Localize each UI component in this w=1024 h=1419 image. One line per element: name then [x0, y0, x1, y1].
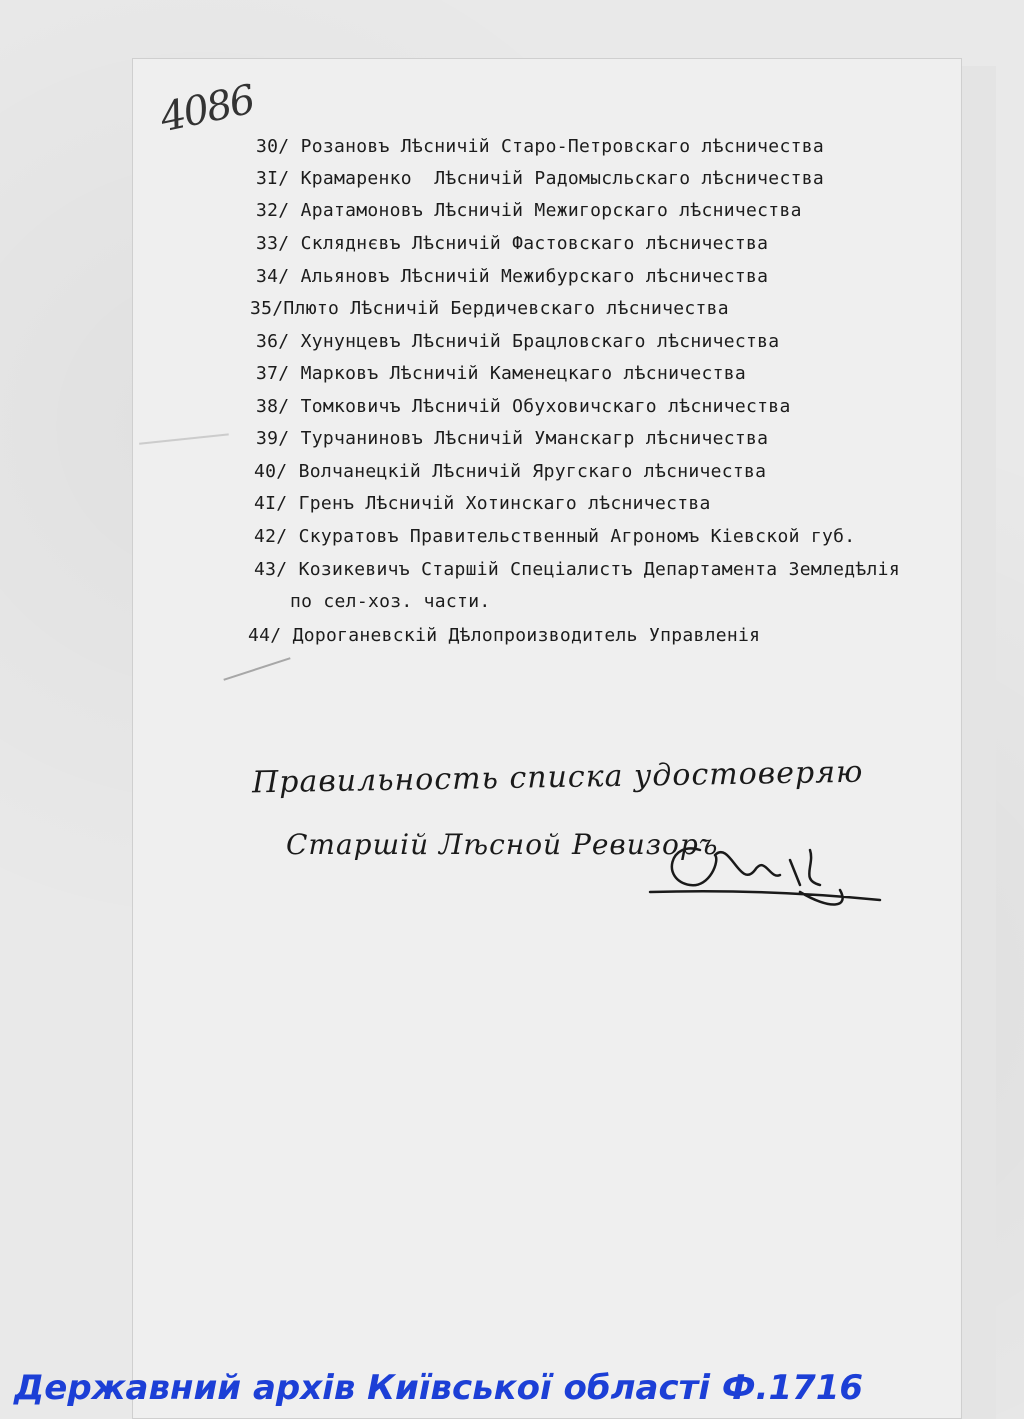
- list-item: 38/ Томковичъ Лѣсничій Обуховичскаго лѣсничества: [256, 396, 791, 417]
- list-item-continuation: по сел-хоз. части.: [290, 591, 491, 612]
- signatory-title: Старшій Лѣсной Ревизоръ: [286, 828, 719, 861]
- document-sheet: [132, 58, 962, 1419]
- archive-caption: Державний архів Київської області Ф.1716: [14, 1368, 864, 1408]
- list-item: 37/ Марковъ Лѣсничій Каменецкаго лѣсничества: [256, 363, 747, 384]
- list-item: 39/ Турчаниновъ Лѣсничій Уманскагр лѣсничества: [256, 428, 769, 449]
- list-item: 3I/ Крамаренко Лѣсничій Радомысльскаго лѣсничества: [256, 168, 824, 189]
- list-item: 44/ Дороганевскій Дѣлопроизводитель Управленія: [248, 625, 761, 646]
- list-item: 30/ Розановъ Лѣсничій Старо-Петровскаго лѣсничества: [256, 136, 824, 157]
- certification-line: Правильность списка удостоверяю: [251, 754, 864, 801]
- list-item: 42/ Скуратовъ Правительственный Агрономъ Кіевской губ.: [254, 526, 856, 547]
- list-item: 32/ Аратамоновъ Лѣсничій Межигорскаго лѣсничества: [256, 200, 802, 221]
- list-item: 34/ Альяновъ Лѣсничій Межибурскаго лѣсничества: [256, 266, 769, 287]
- list-item: 40/ Волчанецкій Лѣсничій Яругскаго лѣсничества: [254, 461, 767, 482]
- list-item: 33/ Скляднєвъ Лѣсничій Фастовскаго лѣсничества: [256, 233, 769, 254]
- list-item: 35/Плюто Лѣсничій Бердичевскаго лѣсничества: [250, 298, 729, 319]
- folio-number: 4086: [156, 76, 258, 142]
- list-item: 36/ Хунунцевъ Лѣсничій Брацловскаго лѣсничества: [256, 331, 780, 352]
- list-item: 4I/ Гренъ Лѣсничій Хотинскаго лѣсничества: [254, 493, 711, 514]
- list-item: 43/ Козикевичъ Старшій Спеціалистъ Департамента Земледѣлія: [254, 559, 900, 580]
- handwritten-signature: [640, 830, 890, 920]
